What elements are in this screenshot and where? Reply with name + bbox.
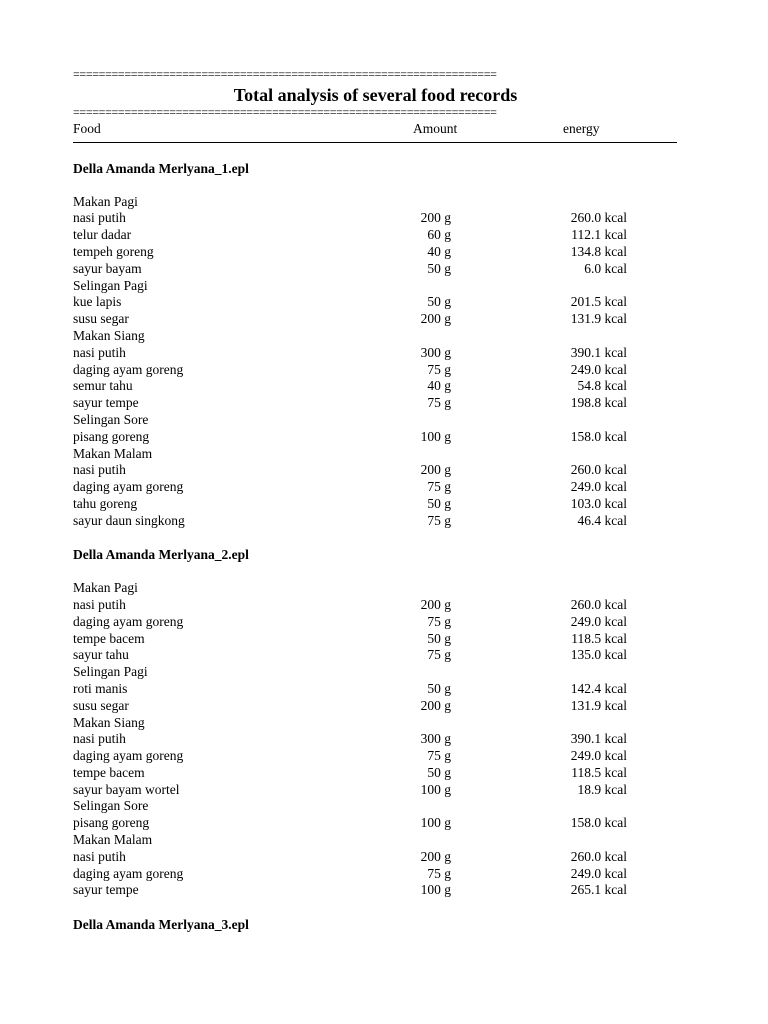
food-amount: 50 g [427, 260, 451, 276]
food-amount: 100 g [420, 781, 451, 797]
food-row [73, 614, 678, 631]
food-name: daging ayam goreng [73, 361, 184, 377]
food-energy: 265.1 kcal [570, 882, 627, 898]
meal-heading [73, 194, 678, 211]
food-energy: 134.8 kcal [570, 243, 627, 259]
food-energy: 6.0 kcal [584, 260, 627, 276]
meal-heading [73, 832, 678, 849]
meal-name: Makan Malam [73, 445, 153, 461]
food-row [73, 882, 678, 899]
food-name: nasi putih [73, 462, 126, 478]
food-name: sayur tempe [73, 395, 139, 411]
food-energy: 131.9 kcal [570, 697, 627, 713]
spacer [73, 563, 678, 580]
food-amount: 60 g [427, 227, 451, 243]
meal-name: Makan Malam [73, 832, 153, 848]
food-name: kue lapis [73, 294, 122, 310]
food-name: nasi putih [73, 210, 126, 226]
records-list [73, 160, 678, 933]
food-row [73, 378, 678, 395]
food-energy: 54.8 kcal [577, 378, 627, 394]
food-row [73, 462, 678, 479]
food-name: daging ayam goreng [73, 613, 184, 629]
food-row [73, 261, 678, 278]
food-amount: 200 g [420, 311, 451, 327]
food-energy: 118.5 kcal [571, 630, 627, 646]
report [73, 68, 678, 933]
food-name: tahu goreng [73, 495, 138, 511]
food-amount: 75 g [427, 865, 451, 881]
record-title: Della Amanda Merlyana_2.epl [73, 547, 249, 563]
food-row [73, 731, 678, 748]
header-rule: ================================================================== [73, 106, 497, 118]
food-name: nasi putih [73, 848, 126, 864]
food-row [73, 345, 678, 362]
food-amount: 300 g [420, 731, 451, 747]
food-amount: 100 g [420, 882, 451, 898]
food-amount: 100 g [420, 815, 451, 831]
food-amount: 75 g [427, 395, 451, 411]
food-amount: 40 g [427, 243, 451, 259]
food-row [73, 698, 678, 715]
food-row [73, 782, 678, 799]
food-energy: 118.5 kcal [571, 764, 627, 780]
food-energy: 249.0 kcal [570, 613, 627, 629]
food-energy: 249.0 kcal [570, 479, 627, 495]
food-energy: 158.0 kcal [570, 428, 627, 444]
food-row [73, 362, 678, 379]
meal-name: Makan Siang [73, 327, 145, 343]
meal-heading [73, 664, 678, 681]
food-energy: 260.0 kcal [570, 596, 627, 612]
food-energy: 198.8 kcal [570, 395, 627, 411]
meal-heading [73, 798, 678, 815]
food-row [73, 631, 678, 648]
food-name: daging ayam goreng [73, 479, 184, 495]
meal-heading [73, 446, 678, 463]
record-title: Della Amanda Merlyana_3.epl [73, 917, 249, 933]
food-row [73, 681, 678, 698]
column-energy-header: energy [563, 121, 600, 136]
food-row [73, 849, 678, 866]
food-row [73, 647, 678, 664]
meal-name: Makan Pagi [73, 193, 138, 209]
food-row [73, 210, 678, 227]
meal-name: Selingan Pagi [73, 277, 148, 293]
spacer [73, 177, 678, 194]
spacer [73, 143, 678, 160]
food-name: semur tahu [73, 378, 133, 394]
meal-name: Selingan Pagi [73, 664, 148, 680]
food-energy: 260.0 kcal [570, 210, 627, 226]
meal-heading [73, 278, 678, 295]
food-energy: 390.1 kcal [570, 731, 627, 747]
food-name: nasi putih [73, 344, 126, 360]
food-amount: 50 g [427, 630, 451, 646]
food-amount: 50 g [427, 764, 451, 780]
food-row [73, 311, 678, 328]
food-energy: 18.9 kcal [577, 781, 627, 797]
food-amount: 50 g [427, 680, 451, 696]
food-energy: 158.0 kcal [570, 815, 627, 831]
food-name: daging ayam goreng [73, 748, 184, 764]
food-energy: 390.1 kcal [570, 344, 627, 360]
meal-heading [73, 715, 678, 732]
food-energy: 249.0 kcal [570, 865, 627, 881]
food-name: nasi putih [73, 731, 126, 747]
spacer [73, 530, 678, 547]
food-amount: 50 g [427, 294, 451, 310]
food-amount: 200 g [420, 848, 451, 864]
food-amount: 75 g [427, 647, 451, 663]
food-amount: 300 g [420, 344, 451, 360]
food-energy: 260.0 kcal [570, 848, 627, 864]
meal-heading [73, 580, 678, 597]
food-amount: 40 g [427, 378, 451, 394]
food-energy: 201.5 kcal [570, 294, 627, 310]
food-amount: 200 g [420, 596, 451, 612]
meal-name: Selingan Sore [73, 798, 149, 814]
food-name: sayur tahu [73, 647, 129, 663]
column-food-header: Food [73, 121, 101, 136]
food-row [73, 815, 678, 832]
top-rule: ================================================================== [73, 68, 497, 80]
meal-name: Makan Pagi [73, 580, 138, 596]
food-name: sayur tempe [73, 882, 139, 898]
meal-name: Makan Siang [73, 714, 145, 730]
food-energy: 103.0 kcal [570, 495, 627, 511]
food-energy: 46.4 kcal [577, 512, 627, 528]
food-amount: 200 g [420, 697, 451, 713]
food-amount: 75 g [427, 512, 451, 528]
food-name: telur dadar [73, 227, 132, 243]
food-name: susu segar [73, 697, 129, 713]
food-amount: 75 g [427, 361, 451, 377]
food-name: susu segar [73, 311, 129, 327]
food-name: pisang goreng [73, 815, 150, 831]
food-energy: 249.0 kcal [570, 748, 627, 764]
food-name: sayur daun singkong [73, 512, 185, 528]
food-energy: 112.1 kcal [571, 227, 627, 243]
food-row [73, 395, 678, 412]
column-header [73, 120, 678, 138]
food-row [73, 429, 678, 446]
food-name: tempeh goreng [73, 243, 154, 259]
food-name: pisang goreng [73, 428, 150, 444]
food-row [73, 765, 678, 782]
food-amount: 50 g [427, 495, 451, 511]
food-name: nasi putih [73, 596, 126, 612]
meal-heading [73, 328, 678, 345]
food-name: daging ayam goreng [73, 865, 184, 881]
food-row [73, 496, 678, 513]
food-amount: 75 g [427, 613, 451, 629]
food-row [73, 748, 678, 765]
food-row [73, 597, 678, 614]
meal-heading [73, 412, 678, 429]
meal-name: Selingan Sore [73, 411, 149, 427]
food-amount: 200 g [420, 210, 451, 226]
food-name: roti manis [73, 680, 128, 696]
food-energy: 260.0 kcal [570, 462, 627, 478]
food-name: tempe bacem [73, 764, 145, 780]
food-amount: 100 g [420, 428, 451, 444]
food-name: tempe bacem [73, 630, 145, 646]
food-amount: 75 g [427, 748, 451, 764]
column-amount-header: Amount [413, 121, 458, 136]
food-amount: 75 g [427, 479, 451, 495]
food-row [73, 479, 678, 496]
food-row [73, 227, 678, 244]
record-title: Della Amanda Merlyana_1.epl [73, 160, 249, 176]
food-row [73, 866, 678, 883]
food-energy: 131.9 kcal [570, 311, 627, 327]
food-row [73, 513, 678, 530]
food-name: sayur bayam wortel [73, 781, 180, 797]
spacer [73, 899, 678, 916]
food-energy: 142.4 kcal [570, 680, 627, 696]
food-row [73, 294, 678, 311]
food-row [73, 244, 678, 261]
food-energy: 135.0 kcal [570, 647, 627, 663]
food-name: sayur bayam [73, 260, 142, 276]
report-title: Total analysis of several food records [233, 85, 518, 105]
food-amount: 200 g [420, 462, 451, 478]
food-energy: 249.0 kcal [570, 361, 627, 377]
